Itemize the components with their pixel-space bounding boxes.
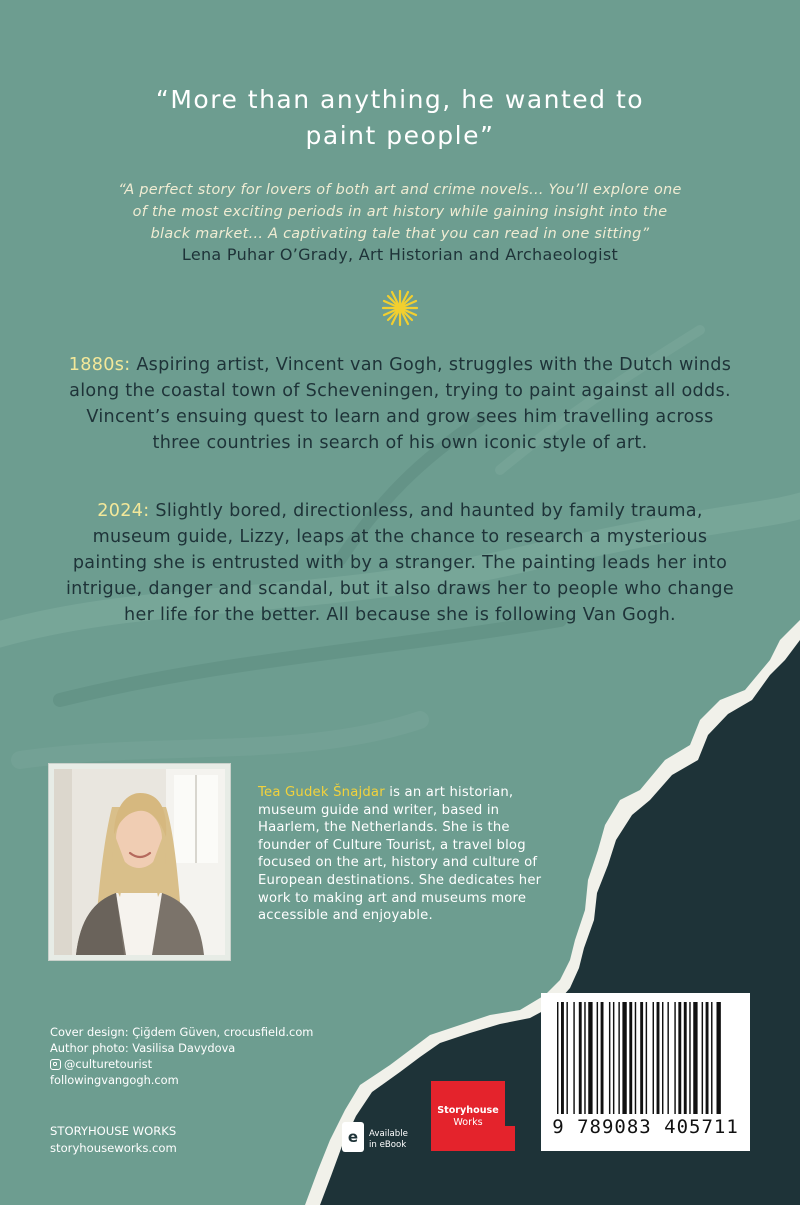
cover-design-credit: Cover design: Çiğdem Güven, crocusfield.com	[50, 1025, 314, 1039]
star-icon	[380, 288, 420, 328]
review-attribution: Lena Puhar O’Grady, Art Historian and Archaeologist	[181, 245, 619, 264]
ebook-line-2: in eBook	[369, 1139, 407, 1150]
synopsis-1880s-text: Aspiring artist, Vincent van Gogh, struggles with the Dutch winds along the coastal town of Scheveningen, trying to paint against all odds. Vincent’s ensuing quest to learn and grow sees him travelling across three countries in search of his own iconic style of art.	[69, 355, 732, 453]
year-label-2024: 2024:	[97, 501, 150, 521]
barcode-bar	[635, 1002, 636, 1114]
publisher-website[interactable]: storyhouseworks.com	[50, 1141, 177, 1155]
author-photo-credit: Author photo: Vasilisa Davydova	[50, 1041, 236, 1055]
author-bio	[258, 784, 558, 925]
website-link[interactable]: followingvangogh.com	[50, 1073, 179, 1087]
barcode-bar	[674, 1002, 675, 1114]
barcode-bar	[618, 1002, 619, 1114]
barcode-bar	[609, 1002, 610, 1114]
barcode-bar	[646, 1002, 647, 1114]
publisher-logo-notch	[503, 1126, 515, 1151]
barcode-bar	[653, 1002, 654, 1114]
barcode-bar	[601, 1002, 604, 1114]
barcode-bar	[579, 1002, 582, 1114]
barcode-bar	[584, 1002, 585, 1114]
author-name: Tea Gudek Šnajdar	[258, 785, 385, 800]
instagram-icon	[50, 1059, 61, 1070]
publisher-logo-line-1: Storyhouse	[437, 1105, 499, 1116]
barcode-bar	[684, 1002, 687, 1114]
ebook-icon	[342, 1122, 364, 1152]
ebook-icon-letter: e	[347, 1128, 359, 1146]
credits-block	[50, 1024, 313, 1088]
headline-quote	[60, 82, 740, 154]
author-photo-frame	[48, 763, 231, 961]
instagram-line	[50, 1056, 313, 1072]
author-bio-text: is an art historian, museum guide and writer, based in Haarlem, the Netherlands. She is the founder of Culture Tourist, a travel blog focused on the art, history and culture of European destinations. She dedicates her work to making art and museums more accessible and enjoyable.	[258, 785, 542, 924]
barcode-bar	[561, 1002, 564, 1114]
barcode-bar	[706, 1002, 709, 1114]
publisher-block	[50, 1123, 177, 1157]
isbn-barcode	[541, 993, 750, 1151]
review-blurb-line-3: black market... A captivating tale that you can read in one sitting”	[150, 226, 650, 242]
synopsis-2024	[60, 498, 740, 628]
isbn-number: 9 789083 405711	[552, 1116, 739, 1138]
publisher-logo	[431, 1081, 505, 1151]
headline-quote-line-2: paint people”	[305, 121, 495, 150]
barcode-bar	[662, 1002, 663, 1114]
author-photo	[54, 769, 225, 955]
publisher-logo-text	[431, 1105, 505, 1128]
review-blurb-line-2: of the most exciting periods in art history while gaining insight into the	[132, 204, 668, 220]
barcode-bar	[689, 1002, 690, 1114]
barcode-bar	[711, 1002, 712, 1114]
barcode-bar	[629, 1002, 632, 1114]
barcode-bar	[678, 1002, 681, 1114]
year-label-1880s: 1880s:	[68, 355, 131, 375]
barcode-bar	[588, 1002, 592, 1114]
barcode-bar	[557, 1002, 558, 1114]
barcode-bar	[693, 1002, 697, 1114]
synopsis-2024-text: Slightly bored, directionless, and haunted by family trauma, museum guide, Lizzy, leaps at the chance to research a mysterious painting she is entrusted with by a stranger. The painting leads her into intrigue, danger and scandal, but it also draws her to people who change her life for the better. All because she is following Van Gogh.	[65, 501, 735, 625]
barcode-bar	[717, 1002, 721, 1114]
barcode-bar	[573, 1002, 574, 1114]
publisher-name: STORYHOUSE WORKS	[50, 1124, 177, 1138]
barcode-bar	[667, 1002, 668, 1114]
ebook-availability	[369, 1129, 408, 1150]
synopsis-1880s	[60, 352, 740, 456]
barcode-bar	[702, 1002, 703, 1114]
review-blurb-line-1: “A perfect story for lovers of both art and crime novels... You’ll explore one	[118, 182, 682, 198]
barcode-bar	[640, 1002, 643, 1114]
barcode-bar	[622, 1002, 626, 1114]
barcode-bar	[613, 1002, 614, 1114]
barcode-bar	[597, 1002, 598, 1114]
barcode-bar	[657, 1002, 660, 1114]
review-blurb	[40, 179, 760, 245]
barcode-bars	[557, 1002, 734, 1122]
publisher-logo-line-2: Works	[453, 1116, 483, 1128]
headline-quote-line-1: “More than anything, he wanted to	[155, 85, 645, 114]
barcode-bar	[566, 1002, 567, 1114]
ebook-line-1: Available	[369, 1129, 408, 1139]
instagram-handle[interactable]: @culturetourist	[64, 1057, 153, 1071]
